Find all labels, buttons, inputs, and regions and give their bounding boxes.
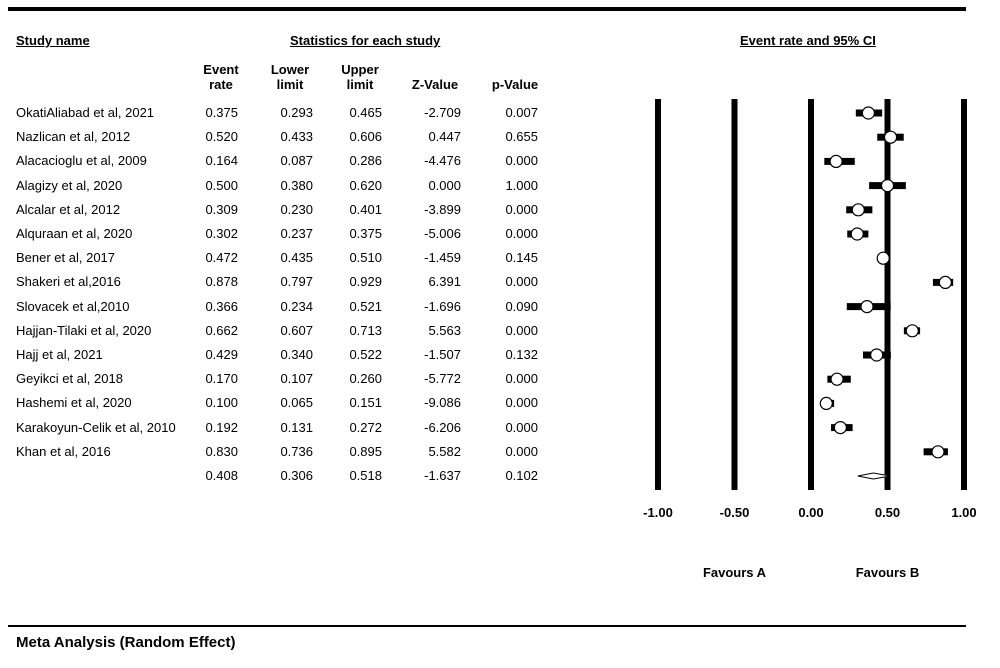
study-name: OkatiAliabad et al, 2021 [16, 105, 155, 120]
cell-z: -3.899 [424, 201, 461, 217]
col-upper-line2: limit [346, 77, 374, 92]
reference-line [961, 99, 967, 490]
cell-lower: 0.736 [280, 443, 313, 459]
study-name: Hashemi et al, 2020 [16, 395, 132, 411]
point-estimate [831, 373, 843, 385]
cell-p: 0.000 [505, 443, 538, 459]
cell-upper: 0.272 [349, 419, 382, 435]
favours-b-label: Favours B [855, 565, 920, 580]
cell-p: 0.000 [505, 274, 538, 290]
cell-event-rate: 0.520 [205, 129, 238, 145]
cell-upper: 0.375 [349, 226, 382, 241]
footer-title: Meta Analysis (Random Effect) [16, 634, 236, 651]
cell-event-rate: 0.472 [205, 250, 238, 266]
point-estimate [861, 301, 873, 313]
col-p-value: p-Value [491, 77, 539, 92]
cell-p: 0.000 [505, 419, 538, 435]
cell-event-rate: 0.170 [205, 371, 238, 387]
cell-event-rate: 0.429 [205, 347, 238, 362]
cell-z: -5.006 [424, 226, 461, 241]
study-name: Khan et al, 2016 [16, 443, 111, 459]
point-estimate [939, 276, 951, 288]
point-estimate [906, 325, 918, 337]
cell-z: 0.000 [428, 177, 461, 193]
cell-p: 0.000 [505, 201, 538, 217]
cell-lower: 0.230 [280, 201, 313, 217]
x-tick-label: -0.50 [719, 505, 750, 520]
point-estimate [882, 180, 894, 192]
cell-lower: 0.435 [280, 250, 313, 266]
cell-upper: 0.606 [349, 129, 382, 145]
cell-lower: 0.797 [280, 274, 313, 290]
cell-event-rate: 0.375 [205, 105, 238, 120]
cell-z: 0.447 [428, 129, 461, 145]
cell-p: 0.090 [505, 298, 538, 314]
cell-p: 1.000 [505, 177, 538, 193]
cell-z: -2.709 [424, 105, 461, 120]
cell-p: 0.145 [505, 250, 538, 266]
study-name: Alacacioglu et al, 2009 [16, 153, 147, 169]
reference-line [655, 99, 661, 490]
cell-upper: 0.151 [349, 395, 382, 411]
point-estimate [932, 446, 944, 458]
cell-z: -4.476 [424, 153, 461, 169]
reference-line [885, 99, 891, 490]
cell-upper: 0.260 [349, 371, 382, 387]
study-name: Nazlican et al, 2012 [16, 129, 131, 145]
point-estimate [877, 252, 889, 264]
cell-event-rate: 0.830 [205, 443, 238, 459]
cell-z: -1.507 [424, 347, 461, 362]
cell-upper: 0.521 [349, 298, 382, 314]
cell-upper: 0.895 [349, 443, 382, 459]
cell-upper: 0.465 [349, 105, 382, 120]
cell-upper: 0.401 [349, 201, 382, 217]
cell-p: 0.000 [505, 322, 538, 338]
cell-z: -5.772 [424, 371, 461, 387]
study-name: Karakoyun-Celik et al, 2010 [16, 419, 176, 435]
col-event-line2: rate [209, 77, 233, 92]
cell-p: 0.000 [505, 371, 538, 387]
cell-p: 0.102 [505, 468, 538, 483]
cell-p: 0.132 [505, 347, 538, 362]
favours-a-label: Favours A [702, 565, 767, 580]
cell-lower: 0.087 [280, 153, 313, 169]
study-name: Slovacek et al,2010 [16, 298, 130, 314]
cell-z: 5.563 [428, 322, 461, 338]
cell-lower: 0.065 [280, 395, 313, 411]
cell-event-rate: 0.878 [205, 274, 238, 290]
col-z-value: Z-Value [411, 77, 459, 92]
point-estimate [834, 422, 846, 434]
cell-upper: 0.713 [349, 322, 382, 338]
cell-event-rate: 0.309 [205, 201, 238, 217]
cell-event-rate: 0.366 [205, 298, 238, 314]
study-name: Alcalar et al, 2012 [16, 201, 121, 217]
cell-z: -6.206 [424, 419, 461, 435]
point-estimate [830, 155, 842, 167]
cell-upper: 0.286 [349, 153, 382, 169]
cell-p: 0.000 [505, 153, 538, 169]
x-tick-label: -1.00 [643, 505, 673, 520]
cell-upper: 0.518 [349, 468, 382, 483]
point-estimate [885, 131, 897, 143]
cell-upper: 0.510 [349, 250, 382, 266]
study-name: Hajj et al, 2021 [16, 347, 103, 362]
stats-title: Statistics for each study [290, 33, 441, 48]
x-tick-label: 0.00 [798, 505, 824, 520]
cell-event-rate: 0.100 [205, 395, 238, 411]
study-name: Geyikci et al, 2018 [16, 371, 123, 387]
cell-z: -1.696 [424, 298, 461, 314]
plot-title: Event rate and 95% CI [740, 33, 876, 48]
cell-lower: 0.433 [280, 129, 313, 145]
cell-upper: 0.522 [349, 347, 382, 362]
col-event-line1: Event [203, 62, 239, 77]
cell-upper: 0.929 [349, 274, 382, 290]
cell-z: 5.582 [428, 443, 461, 459]
study-name-header: Study name [16, 33, 90, 48]
cell-p: 0.007 [505, 105, 538, 120]
cell-event-rate: 0.192 [205, 419, 238, 435]
cell-lower: 0.131 [280, 419, 313, 435]
reference-line [808, 99, 814, 490]
cell-event-rate: 0.408 [205, 468, 238, 483]
cell-event-rate: 0.164 [205, 153, 238, 169]
study-name: Hajjan-Tilaki et al, 2020 [16, 322, 152, 338]
cell-z: 6.391 [428, 274, 461, 290]
cell-upper: 0.620 [349, 177, 382, 193]
cell-lower: 0.237 [280, 226, 313, 241]
cell-lower: 0.234 [280, 298, 313, 314]
col-upper-line1: Upper [341, 62, 379, 77]
x-tick-label: 0.50 [874, 505, 901, 520]
point-estimate [820, 397, 832, 409]
cell-event-rate: 0.302 [205, 226, 238, 241]
col-lower-line2: limit [276, 77, 304, 92]
cell-lower: 0.306 [280, 468, 313, 483]
cell-lower: 0.107 [280, 371, 313, 387]
cell-lower: 0.340 [280, 347, 313, 362]
study-name: Bener et al, 2017 [16, 250, 116, 266]
point-estimate [871, 349, 883, 361]
cell-z: -9.086 [424, 395, 461, 411]
cell-event-rate: 0.662 [205, 322, 238, 338]
cell-p: 0.655 [505, 129, 538, 145]
point-estimate [862, 107, 874, 119]
col-lower-line1: Lower [270, 62, 310, 77]
study-name: Alagizy et al, 2020 [16, 177, 123, 193]
study-name: Shakeri et al,2016 [16, 274, 121, 290]
x-tick-label: 1.00 [951, 505, 977, 520]
cell-lower: 0.380 [280, 177, 313, 193]
reference-line [732, 99, 738, 490]
cell-p: 0.000 [505, 395, 538, 411]
study-name: Alquraan et al, 2020 [16, 226, 133, 241]
cell-z: -1.637 [424, 468, 461, 483]
cell-event-rate: 0.500 [205, 177, 238, 193]
cell-lower: 0.293 [280, 105, 313, 120]
point-estimate [851, 228, 863, 240]
cell-p: 0.000 [505, 226, 538, 241]
cell-lower: 0.607 [280, 322, 313, 338]
cell-z: -1.459 [424, 250, 461, 266]
point-estimate [852, 204, 864, 216]
